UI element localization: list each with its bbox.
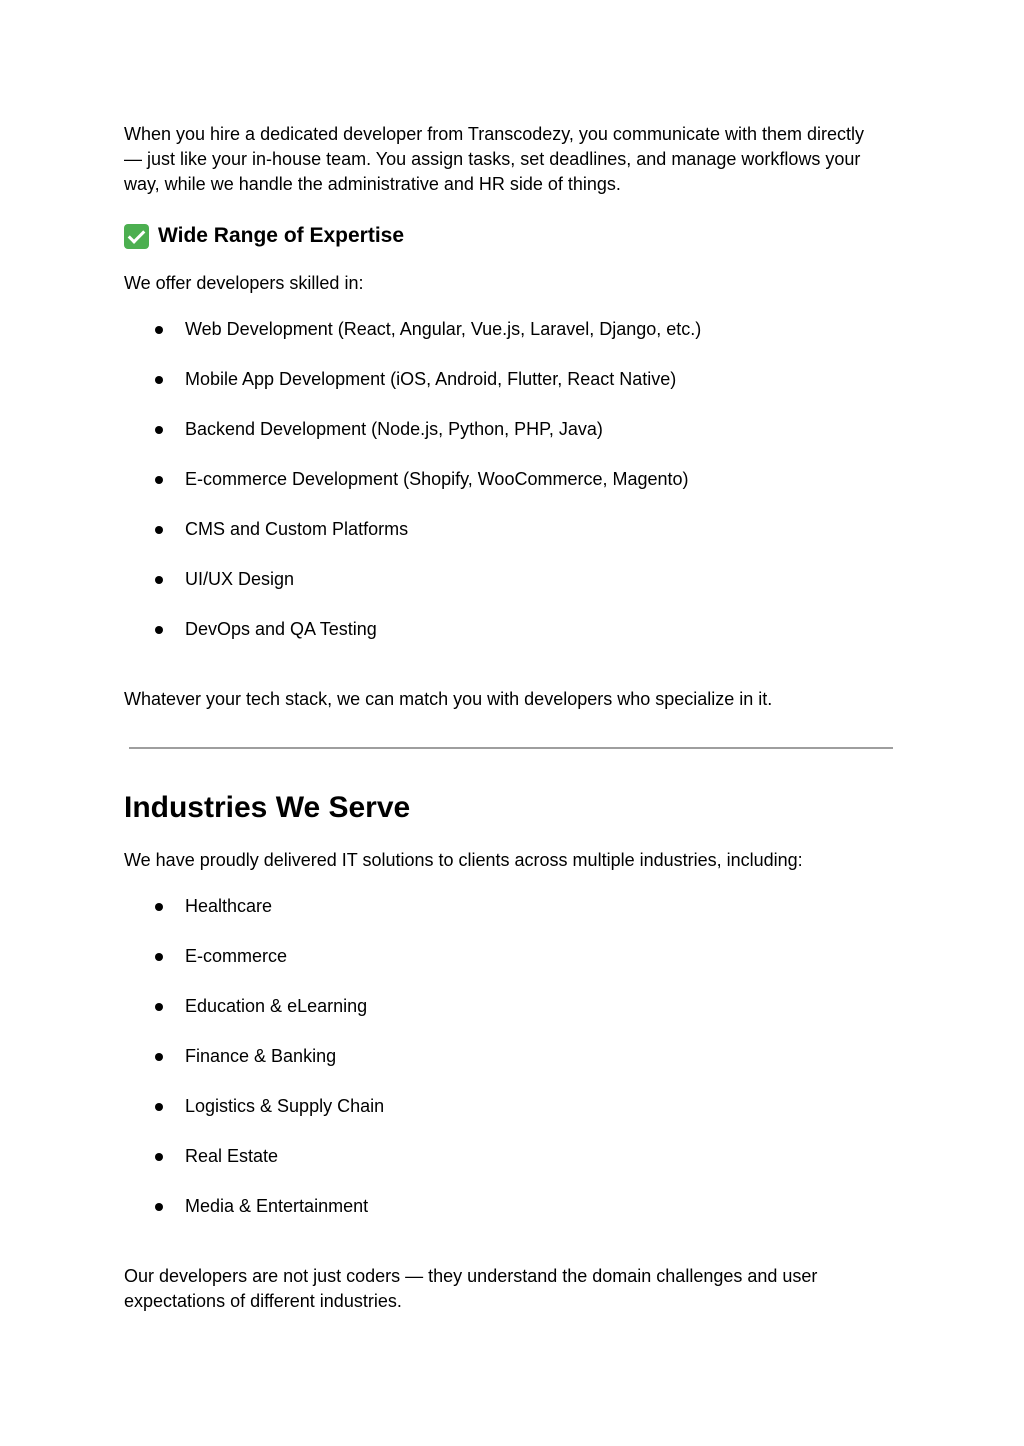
bullet-icon <box>155 426 163 434</box>
list-item <box>124 317 701 367</box>
list-item-text: Real Estate <box>185 1146 279 1166</box>
list-item-text: Web Development (React, Angular, Vue.js, Laravel, Django, etc.) <box>185 319 702 339</box>
expertise-heading-text: Wide Range of Expertise <box>158 224 405 247</box>
list-item <box>124 1044 384 1094</box>
list-item <box>124 567 701 617</box>
list-item-text: E-commerce <box>185 946 288 966</box>
expertise-list <box>124 317 701 667</box>
bullet-icon <box>155 1103 163 1111</box>
list-item <box>124 517 701 567</box>
list-item-text: Finance & Banking <box>185 1046 337 1066</box>
bullet-icon <box>155 1053 163 1061</box>
bullet-icon <box>155 1003 163 1011</box>
bullet-icon <box>155 376 163 384</box>
intro-paragraph: When you hire a dedicated developer from Transcodezy, you communicate with them directly — just like your in-house team. You assign tasks, set deadlines, and manage workflows your way, while we handle the administrative and HR side of things. <box>124 124 865 194</box>
list-item <box>124 617 701 667</box>
bullet-icon <box>155 1203 163 1211</box>
list-item <box>124 944 384 994</box>
bullet-icon <box>155 326 163 334</box>
list-item-text: Logistics & Supply Chain <box>185 1096 385 1116</box>
industries-heading: Industries We Serve <box>124 791 411 824</box>
expertise-closing: Whatever your tech stack, we can match you with developers who specialize in it. <box>124 689 773 709</box>
list-item <box>124 1144 384 1194</box>
list-item-text: DevOps and QA Testing <box>185 619 377 639</box>
list-item <box>124 467 701 517</box>
list-item-text: Mobile App Development (iOS, Android, Flutter, React Native) <box>185 369 677 389</box>
list-item <box>124 367 701 417</box>
bullet-icon <box>155 576 163 584</box>
list-item <box>124 1194 384 1244</box>
bullet-icon <box>155 903 163 911</box>
list-item <box>124 894 384 944</box>
list-item <box>124 417 701 467</box>
horizontal-divider <box>129 747 893 749</box>
check-mark-icon <box>124 224 149 249</box>
list-item <box>124 1094 384 1144</box>
industries-list <box>124 894 384 1244</box>
list-item-text: Education & eLearning <box>185 996 368 1016</box>
list-item-text: E-commerce Development (Shopify, WooCommerce, Magento) <box>185 469 689 489</box>
list-item-text: UI/UX Design <box>185 569 295 589</box>
list-item-text: Media & Entertainment <box>185 1196 369 1216</box>
bullet-icon <box>155 626 163 634</box>
industries-lead: We have proudly delivered IT solutions to clients across multiple industries, including: <box>124 850 803 870</box>
bullet-icon <box>155 953 163 961</box>
expertise-lead: We offer developers skilled in: <box>124 273 364 293</box>
list-item-text: CMS and Custom Platforms <box>185 519 409 539</box>
expertise-heading <box>124 222 404 250</box>
list-item-text: Backend Development (Node.js, Python, PHP, Java) <box>185 419 603 439</box>
industries-closing: Our developers are not just coders — they understand the domain challenges and user expectations of different industries. <box>124 1266 818 1311</box>
bullet-icon <box>155 476 163 484</box>
bullet-icon <box>155 1153 163 1161</box>
list-item <box>124 994 384 1044</box>
bullet-icon <box>155 526 163 534</box>
list-item-text: Healthcare <box>185 896 273 916</box>
